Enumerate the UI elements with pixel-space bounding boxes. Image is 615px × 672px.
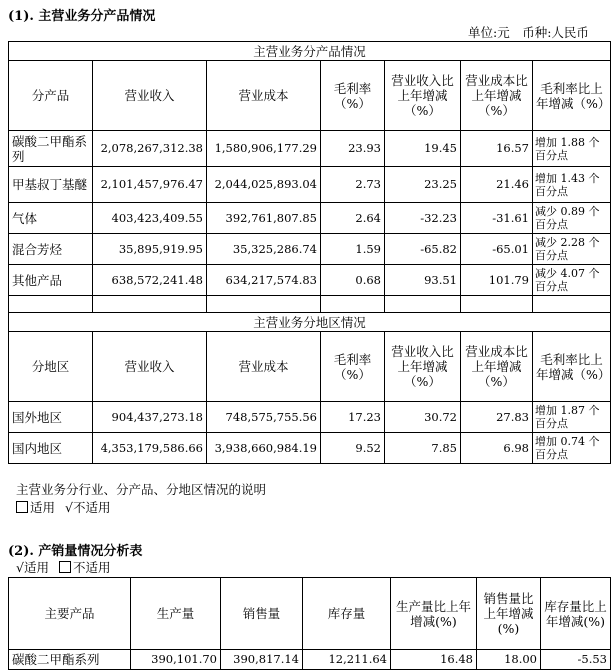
margin-cell: 0.68: [321, 265, 385, 296]
column-header: 库存量: [303, 578, 391, 650]
revenue-cell: 2,101,457,976.47: [93, 167, 207, 203]
table-header-row: [9, 332, 611, 402]
section-1-heading: (1). 主营业务分产品情况: [8, 9, 156, 24]
column-header: 营业成本比上年增减（%）: [461, 332, 533, 402]
column-header: 库存量比上年增减(%): [541, 578, 611, 650]
row-label: 其他产品: [9, 265, 93, 296]
applicability-options-2: [16, 558, 110, 576]
column-header: 营业成本: [207, 61, 321, 131]
column-header: 主要产品: [9, 578, 131, 650]
revenue-change-cell: 7.85: [385, 433, 461, 464]
row-label: 气体: [9, 203, 93, 234]
checkmark-icon: √: [65, 500, 73, 515]
sales-change-cell: 18.00: [477, 650, 541, 670]
cost-change-cell: 27.83: [461, 402, 533, 433]
margin-change-cell: 减少 2.28 个百分点: [533, 234, 611, 265]
column-header: 营业成本比上年增减（%）: [461, 61, 533, 131]
unit-currency-label: 单位:元 币种:人民币: [468, 25, 589, 40]
revenue-change-cell: -32.23: [385, 203, 461, 234]
column-header: 分地区: [9, 332, 93, 402]
column-header: 销售量: [221, 578, 303, 650]
cost-cell: 748,575,755.56: [207, 402, 321, 433]
column-header: 生产量比上年增减(%): [391, 578, 477, 650]
cost-change-cell: -65.01: [461, 234, 533, 265]
table-row: [9, 265, 611, 296]
row-label: 碳酸二甲酯系列: [9, 131, 93, 167]
cost-change-cell: 21.46: [461, 167, 533, 203]
column-header: 毛利率（%）: [321, 332, 385, 402]
production-sales-table: [8, 577, 611, 670]
table-row: [9, 131, 611, 167]
column-header: 营业收入比上年增减（%）: [385, 332, 461, 402]
blank-row: [9, 296, 611, 313]
column-header: 营业收入: [93, 61, 207, 131]
margin-cell: 17.23: [321, 402, 385, 433]
cost-change-cell: -31.61: [461, 203, 533, 234]
table-row: [9, 167, 611, 203]
table-caption-row: [9, 42, 611, 61]
option-not-applicable-label: 不适用: [72, 560, 111, 575]
explanation-label: 主营业务分行业、分产品、分地区情况的说明: [16, 482, 267, 497]
checkbox-not-applicable[interactable]: [59, 561, 71, 573]
cost-cell: 634,217,574.83: [207, 265, 321, 296]
cost-change-cell: 16.57: [461, 131, 533, 167]
column-header: 营业收入比上年增减（%）: [385, 61, 461, 131]
margin-change-cell: 增加 0.74 个百分点: [533, 433, 611, 464]
column-header: 毛利率比上年增减（%）: [533, 332, 611, 402]
margin-change-cell: 增加 1.87 个百分点: [533, 402, 611, 433]
row-label: 国内地区: [9, 433, 93, 464]
column-header: 营业收入: [93, 332, 207, 402]
revenue-change-cell: 30.72: [385, 402, 461, 433]
margin-change-cell: 减少 0.89 个百分点: [533, 203, 611, 234]
cost-cell: 2,044,025,893.04: [207, 167, 321, 203]
column-header: 分产品: [9, 61, 93, 131]
cost-cell: 392,761,807.85: [207, 203, 321, 234]
table-row: [9, 433, 611, 464]
revenue-cell: 638,572,241.48: [93, 265, 207, 296]
option-applicable-label: 适用: [23, 560, 49, 575]
row-label: 国外地区: [9, 402, 93, 433]
revenue-cell: 35,895,919.95: [93, 234, 207, 265]
column-header: 销售量比上年增减(%): [477, 578, 541, 650]
inventory-cell: 12,211.64: [303, 650, 391, 670]
column-header: 毛利率（%）: [321, 61, 385, 131]
margin-cell: 23.93: [321, 131, 385, 167]
inventory-change-cell: -5.53: [541, 650, 611, 670]
product-table-caption: 主营业务分产品情况: [9, 42, 611, 61]
column-header: 生产量: [131, 578, 221, 650]
margin-change-cell: 减少 4.07 个百分点: [533, 265, 611, 296]
cost-cell: 1,580,906,177.29: [207, 131, 321, 167]
checkbox-applicable[interactable]: [16, 501, 28, 513]
cost-cell: 3,938,660,984.19: [207, 433, 321, 464]
region-table-caption: 主营业务分地区情况: [9, 313, 611, 332]
margin-change-cell: 增加 1.88 个百分点: [533, 131, 611, 167]
production-change-cell: 16.48: [391, 650, 477, 670]
revenue-cell: 904,437,273.18: [93, 402, 207, 433]
section-2-heading: (2). 产销量情况分析表: [8, 544, 143, 559]
row-label: 混合芳烃: [9, 234, 93, 265]
revenue-cell: 4,353,179,586.66: [93, 433, 207, 464]
checkmark-icon: √: [16, 560, 24, 575]
cost-cell: 35,325,286.74: [207, 234, 321, 265]
cost-change-cell: 6.98: [461, 433, 533, 464]
production-cell: 390,101.70: [131, 650, 221, 670]
column-header: 毛利率比上年增减（%）: [533, 61, 611, 131]
cost-change-cell: 101.79: [461, 265, 533, 296]
column-header: 营业成本: [207, 332, 321, 402]
row-label: 甲基叔丁基醚: [9, 167, 93, 203]
revenue-change-cell: 23.25: [385, 167, 461, 203]
margin-change-cell: 增加 1.43 个百分点: [533, 167, 611, 203]
table-header-row: [9, 578, 611, 650]
product-region-table: [8, 41, 611, 464]
row-label: 碳酸二甲酯系列: [9, 650, 131, 670]
revenue-change-cell: -65.82: [385, 234, 461, 265]
revenue-change-cell: 93.51: [385, 265, 461, 296]
margin-cell: 9.52: [321, 433, 385, 464]
table-header-row: [9, 61, 611, 131]
table-row: [9, 203, 611, 234]
table-row: [9, 402, 611, 433]
applicability-options-1: [16, 498, 110, 516]
sales-cell: 390,817.14: [221, 650, 303, 670]
table-caption-row: [9, 313, 611, 332]
margin-cell: 1.59: [321, 234, 385, 265]
margin-cell: 2.73: [321, 167, 385, 203]
margin-cell: 2.64: [321, 203, 385, 234]
table-row: [9, 234, 611, 265]
revenue-cell: 2,078,267,312.38: [93, 131, 207, 167]
table-row: [9, 650, 611, 670]
option-not-applicable-label: 不适用: [72, 500, 111, 515]
revenue-change-cell: 19.45: [385, 131, 461, 167]
option-applicable-label: 适用: [30, 500, 56, 515]
revenue-cell: 403,423,409.55: [93, 203, 207, 234]
